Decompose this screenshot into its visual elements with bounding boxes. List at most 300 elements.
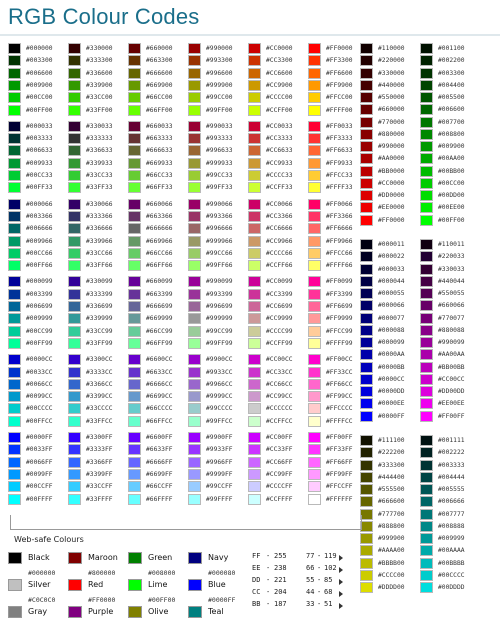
colour-row — [360, 67, 420, 79]
colour-swatch — [420, 533, 433, 544]
colour-swatch — [420, 337, 433, 348]
colour-code: #99CCFF — [206, 483, 233, 491]
colour-code: #111100 — [378, 437, 405, 444]
colour-swatch — [8, 354, 21, 365]
colour-row — [248, 42, 308, 54]
colour-row — [420, 42, 480, 54]
colour-swatch — [128, 354, 141, 365]
colour-code: #006633 — [26, 147, 53, 155]
colour-row — [248, 104, 308, 116]
named-colour-hex: #800000 — [88, 569, 116, 577]
colour-swatch — [68, 481, 81, 492]
colour-code: #555500 — [378, 486, 405, 493]
hex-conversion-dash: - — [317, 552, 322, 560]
colour-swatch — [68, 199, 81, 210]
colour-swatch — [420, 545, 433, 556]
hex-conversion-dash: - — [266, 576, 271, 584]
colour-row — [248, 275, 308, 287]
colour-row — [420, 54, 480, 66]
colour-swatch — [248, 391, 261, 402]
colour-code: #33FFCC — [86, 417, 113, 425]
colour-swatch — [420, 239, 433, 250]
colour-row — [68, 366, 128, 378]
colour-row — [68, 67, 128, 79]
colour-row — [420, 385, 480, 397]
colour-swatch — [8, 313, 21, 324]
colour-row — [248, 144, 308, 156]
colour-code: #CCCC33 — [266, 172, 293, 179]
colour-row — [308, 390, 368, 402]
colour-row — [128, 157, 188, 169]
colour-row — [308, 402, 368, 414]
colour-row — [68, 468, 128, 480]
colour-code: #66CC66 — [146, 249, 173, 257]
colour-row — [8, 54, 68, 66]
colour-code: #00CC00 — [26, 94, 53, 102]
colour-row — [68, 443, 128, 455]
colour-swatch — [248, 432, 261, 443]
colour-code: #99FF66 — [206, 262, 233, 270]
named-colour-name: Green — [148, 553, 173, 562]
colour-code: #CC9933 — [266, 159, 293, 167]
colour-swatch — [420, 362, 433, 373]
colour-code: #666600 — [378, 498, 405, 506]
colour-swatch — [68, 457, 81, 468]
colour-row — [308, 288, 368, 300]
colour-row — [128, 198, 188, 210]
colour-code: #220033 — [438, 253, 465, 261]
colour-code: #333366 — [86, 212, 113, 220]
colour-row — [68, 235, 128, 247]
colour-row — [420, 214, 480, 226]
colour-code: #FFCCCC — [326, 405, 353, 413]
colour-row — [188, 79, 248, 91]
colour-swatch — [8, 248, 21, 259]
colour-row — [248, 222, 308, 234]
colour-swatch — [8, 158, 21, 169]
colour-code: #6600FF — [146, 434, 173, 441]
colour-swatch — [248, 379, 261, 390]
colour-code: #0000FF — [26, 434, 53, 441]
colour-swatch — [360, 92, 373, 103]
colour-code: #003333 — [438, 461, 465, 469]
colour-code: #880088 — [438, 326, 465, 334]
colour-swatch — [188, 121, 201, 132]
colour-swatch — [128, 301, 141, 312]
colour-row — [360, 459, 420, 471]
named-colour-name: Red — [88, 580, 104, 589]
colour-row — [8, 353, 68, 365]
colour-code: #996600 — [206, 69, 233, 77]
title-divider — [0, 34, 500, 36]
colour-swatch — [248, 416, 261, 427]
colour-row — [420, 410, 480, 422]
colour-swatch — [248, 481, 261, 492]
colour-row — [420, 189, 480, 201]
colour-code: #33FF33 — [86, 184, 113, 192]
colour-row — [188, 325, 248, 337]
colour-swatch — [128, 158, 141, 169]
colour-code: #444400 — [378, 473, 405, 481]
colour-code: #AAAA00 — [378, 547, 405, 555]
colour-swatch — [248, 367, 261, 378]
colour-code: #0099CC — [26, 393, 53, 401]
colour-code: #663366 — [146, 212, 173, 220]
colour-code: #000033 — [26, 122, 53, 130]
colour-swatch — [248, 326, 261, 337]
colour-swatch — [308, 276, 321, 287]
colour-code: #880000 — [378, 130, 405, 138]
colour-swatch — [248, 444, 261, 455]
colour-code: #FF66CC — [326, 380, 353, 388]
colour-code: #663399 — [146, 290, 173, 298]
colour-row — [128, 468, 188, 480]
colour-swatch — [420, 215, 433, 226]
colour-code: #CCCC00 — [266, 94, 293, 102]
colour-code: #000000 — [26, 45, 53, 52]
colour-swatch — [68, 379, 81, 390]
colour-code: #663300 — [146, 57, 173, 65]
colour-row — [188, 300, 248, 312]
colour-code: #DD0000 — [378, 192, 405, 199]
colour-code: #CC6633 — [266, 147, 293, 155]
hex-conversion-hex2: 33 — [306, 600, 315, 608]
named-colour-name: Purple — [88, 607, 114, 616]
colour-code: #99FF99 — [206, 339, 233, 347]
colour-code: #990000 — [378, 143, 405, 150]
colour-swatch — [188, 354, 201, 365]
colour-swatch — [360, 460, 373, 471]
colour-row — [68, 259, 128, 271]
colour-row — [68, 288, 128, 300]
colour-swatch — [420, 460, 433, 471]
colour-code: #33FF66 — [86, 262, 113, 270]
colour-swatch — [420, 104, 433, 115]
colour-row — [360, 189, 420, 201]
colour-swatch — [248, 121, 261, 132]
colour-swatch — [420, 411, 433, 422]
colour-code: #0000AA — [378, 351, 405, 359]
colour-swatch — [308, 457, 321, 468]
colour-code: #00FF00 — [438, 216, 465, 224]
colour-row — [248, 366, 308, 378]
colour-row — [128, 91, 188, 103]
hex-conversion-dec: 255 — [274, 552, 287, 560]
colour-code: #888800 — [378, 522, 405, 530]
colour-row — [308, 312, 368, 324]
colour-swatch — [308, 432, 321, 443]
colour-code: #993399 — [206, 290, 233, 298]
colour-code: #005555 — [438, 486, 465, 493]
named-colour — [68, 579, 128, 606]
colour-code: #999966 — [206, 237, 233, 245]
colour-swatch — [188, 469, 201, 480]
colour-row — [188, 222, 248, 234]
colour-row — [128, 415, 188, 427]
colour-row — [8, 288, 68, 300]
colour-swatch — [128, 289, 141, 300]
colour-swatch — [128, 338, 141, 349]
colour-code: #990000 — [206, 45, 233, 52]
named-colour — [188, 606, 248, 633]
colour-code: #FFCC33 — [326, 172, 353, 179]
arrow-right-icon — [339, 579, 343, 585]
colour-swatch — [248, 236, 261, 247]
colour-row — [420, 165, 480, 177]
colour-code: #FF6666 — [326, 225, 353, 233]
colour-row — [128, 275, 188, 287]
colour-swatch — [188, 55, 201, 66]
colour-code: #FF0000 — [378, 216, 405, 224]
colour-row — [188, 337, 248, 349]
colour-row — [8, 378, 68, 390]
colour-row — [68, 312, 128, 324]
colour-row — [308, 247, 368, 259]
colour-row — [68, 132, 128, 144]
colour-code: #996633 — [206, 147, 233, 155]
named-colour-name: Gray — [28, 607, 48, 616]
colour-row — [68, 402, 128, 414]
colour-swatch — [68, 55, 81, 66]
colour-swatch — [308, 199, 321, 210]
colour-swatch — [248, 80, 261, 91]
colour-code: #FFCC66 — [326, 249, 353, 257]
colour-row — [420, 238, 480, 250]
colour-swatch — [8, 133, 21, 144]
colour-swatch — [8, 199, 21, 210]
colour-swatch — [248, 105, 261, 116]
arrow-right-icon — [339, 591, 343, 597]
colour-code: #0000FF — [378, 412, 405, 420]
colour-code: #000033 — [378, 265, 405, 273]
colour-swatch — [420, 43, 433, 54]
colour-swatch — [188, 367, 201, 378]
colour-code: #006600 — [26, 69, 53, 77]
colour-row — [420, 79, 480, 91]
colour-row — [188, 275, 248, 287]
colour-swatch — [420, 178, 433, 189]
colour-swatch — [420, 251, 433, 262]
colour-code: #00CCFF — [26, 483, 53, 491]
colour-row — [188, 402, 248, 414]
colour-swatch — [420, 55, 433, 66]
colour-swatch — [360, 178, 373, 189]
colour-code: #550000 — [378, 94, 405, 101]
colour-row — [188, 468, 248, 480]
colour-code: #9900CC — [206, 356, 233, 364]
colour-swatch — [188, 301, 201, 312]
colour-code: #666633 — [146, 147, 173, 155]
colour-swatch — [360, 313, 373, 324]
colour-code: #00DDDD — [438, 584, 465, 591]
colour-code: #CC00FF — [266, 434, 293, 441]
colour-swatch — [128, 68, 141, 79]
colour-code: #FFFF00 — [326, 106, 353, 114]
colour-row — [308, 275, 368, 287]
colour-swatch — [360, 545, 373, 556]
colour-row — [188, 378, 248, 390]
colour-code: #005500 — [438, 94, 465, 101]
colour-code: #339900 — [86, 81, 113, 89]
colour-code: #996699 — [206, 303, 233, 310]
colour-swatch — [420, 484, 433, 495]
colour-code: #FFFFCC — [326, 417, 353, 425]
colour-swatch — [188, 199, 201, 210]
named-colour — [68, 552, 128, 579]
colour-row — [248, 415, 308, 427]
colour-code: #330033 — [438, 265, 465, 273]
colour-row — [360, 54, 420, 66]
colour-swatch — [308, 158, 321, 169]
named-colour-hex: #C0C0C0 — [28, 596, 56, 604]
colour-swatch — [128, 43, 141, 54]
colour-swatch — [360, 141, 373, 152]
colour-code: #00FFFF — [26, 495, 53, 503]
colour-row — [420, 373, 480, 385]
colour-code: #00BBBB — [438, 559, 465, 567]
hex-conversion-dash: - — [266, 600, 271, 608]
colour-swatch — [248, 92, 261, 103]
colour-row — [360, 434, 420, 446]
colour-swatch — [188, 313, 201, 324]
named-colour — [68, 606, 128, 633]
colour-code: #0000CC — [378, 375, 405, 383]
colour-swatch — [188, 416, 201, 427]
colour-swatch — [308, 223, 321, 234]
colour-code: #00BB00 — [438, 167, 465, 175]
colour-swatch — [308, 469, 321, 480]
colour-code: #009933 — [26, 159, 53, 167]
colour-code: #CCFFFF — [266, 495, 293, 503]
colour-code: #663333 — [146, 135, 173, 143]
colour-code: #CC33FF — [266, 446, 293, 454]
colour-code: #000088 — [378, 326, 405, 334]
colour-code: #6699FF — [146, 470, 173, 478]
colour-code: #6600CC — [146, 356, 173, 364]
colour-code: #CCCCCC — [266, 405, 293, 413]
colour-code: #777700 — [378, 510, 405, 518]
colour-row — [128, 402, 188, 414]
colour-row — [188, 104, 248, 116]
colour-code: #BBBB00 — [378, 559, 405, 567]
colour-code: #CC6666 — [266, 225, 293, 233]
colour-code: #007777 — [438, 510, 465, 518]
colour-swatch — [128, 170, 141, 181]
colour-code: #339999 — [86, 315, 113, 323]
colour-code: #AA0000 — [378, 155, 405, 163]
colour-code: #66FF66 — [146, 262, 173, 270]
colour-code: #BB0000 — [378, 167, 405, 175]
colour-swatch — [128, 494, 141, 505]
named-colour — [188, 552, 248, 579]
colour-swatch — [128, 444, 141, 455]
colour-row — [68, 353, 128, 365]
colour-code: #999999 — [206, 315, 233, 323]
colour-swatch — [248, 55, 261, 66]
colour-swatch — [248, 354, 261, 365]
colour-swatch — [420, 509, 433, 520]
colour-code: #CC66FF — [266, 458, 293, 466]
colour-swatch — [420, 472, 433, 483]
hex-conversion-dec2: 51 — [324, 600, 333, 608]
colour-swatch — [188, 182, 201, 193]
colour-row — [8, 259, 68, 271]
colour-swatch — [68, 158, 81, 169]
hex-conversion-dash: - — [317, 588, 322, 596]
colour-swatch — [128, 133, 141, 144]
colour-swatch — [360, 55, 373, 66]
colour-swatch — [360, 43, 373, 54]
named-colour-name: Olive — [148, 607, 169, 616]
colour-row — [188, 259, 248, 271]
named-colour-swatch — [188, 552, 202, 564]
colour-swatch — [68, 170, 81, 181]
colour-swatch — [188, 494, 201, 505]
colour-code: #FF0099 — [326, 278, 353, 286]
colour-row — [8, 181, 68, 193]
colour-swatch — [188, 444, 201, 455]
colour-code: #003399 — [26, 290, 53, 298]
colour-code: #00FF66 — [26, 262, 53, 270]
colour-row — [128, 79, 188, 91]
colour-swatch — [420, 374, 433, 385]
colour-swatch — [128, 105, 141, 116]
colour-row — [420, 67, 480, 79]
colour-row — [8, 157, 68, 169]
colour-swatch — [68, 338, 81, 349]
colour-code: #003366 — [26, 212, 53, 220]
colour-row — [308, 144, 368, 156]
colour-row — [68, 247, 128, 259]
colour-swatch — [248, 133, 261, 144]
colour-code: #0000DD — [378, 388, 405, 395]
colour-code: #FF6600 — [326, 69, 353, 77]
colour-row — [248, 157, 308, 169]
colour-code: #00CC99 — [26, 327, 53, 335]
colour-row — [360, 263, 420, 275]
colour-code: #002222 — [438, 449, 465, 457]
named-colour-swatch — [68, 579, 82, 591]
colour-code: #99FFCC — [206, 417, 233, 425]
colour-row — [128, 300, 188, 312]
colour-swatch — [8, 301, 21, 312]
colour-code: #9933FF — [206, 446, 233, 454]
colour-swatch — [68, 391, 81, 402]
websafe-bracket — [10, 515, 362, 530]
colour-row — [248, 210, 308, 222]
colour-swatch — [68, 68, 81, 79]
colour-row — [8, 120, 68, 132]
colour-code: #CC9999 — [266, 315, 293, 323]
colour-code: #993333 — [206, 135, 233, 143]
colour-swatch — [420, 68, 433, 79]
colour-code: #00FF33 — [26, 184, 53, 192]
colour-row — [308, 259, 368, 271]
colour-code: #FF9900 — [326, 81, 353, 89]
named-colour — [128, 606, 188, 633]
hex-conversion-dec: 204 — [274, 588, 287, 596]
colour-row — [128, 312, 188, 324]
colour-code: #99CC00 — [206, 94, 233, 102]
colour-swatch — [360, 337, 373, 348]
colour-swatch — [188, 457, 201, 468]
colour-row — [68, 456, 128, 468]
colour-code: #33FFFF — [86, 495, 113, 503]
hex-conversion-hex2: 55 — [306, 576, 315, 584]
colour-swatch — [248, 199, 261, 210]
colour-code: #CCCCFF — [266, 483, 293, 491]
colour-row — [360, 569, 420, 581]
